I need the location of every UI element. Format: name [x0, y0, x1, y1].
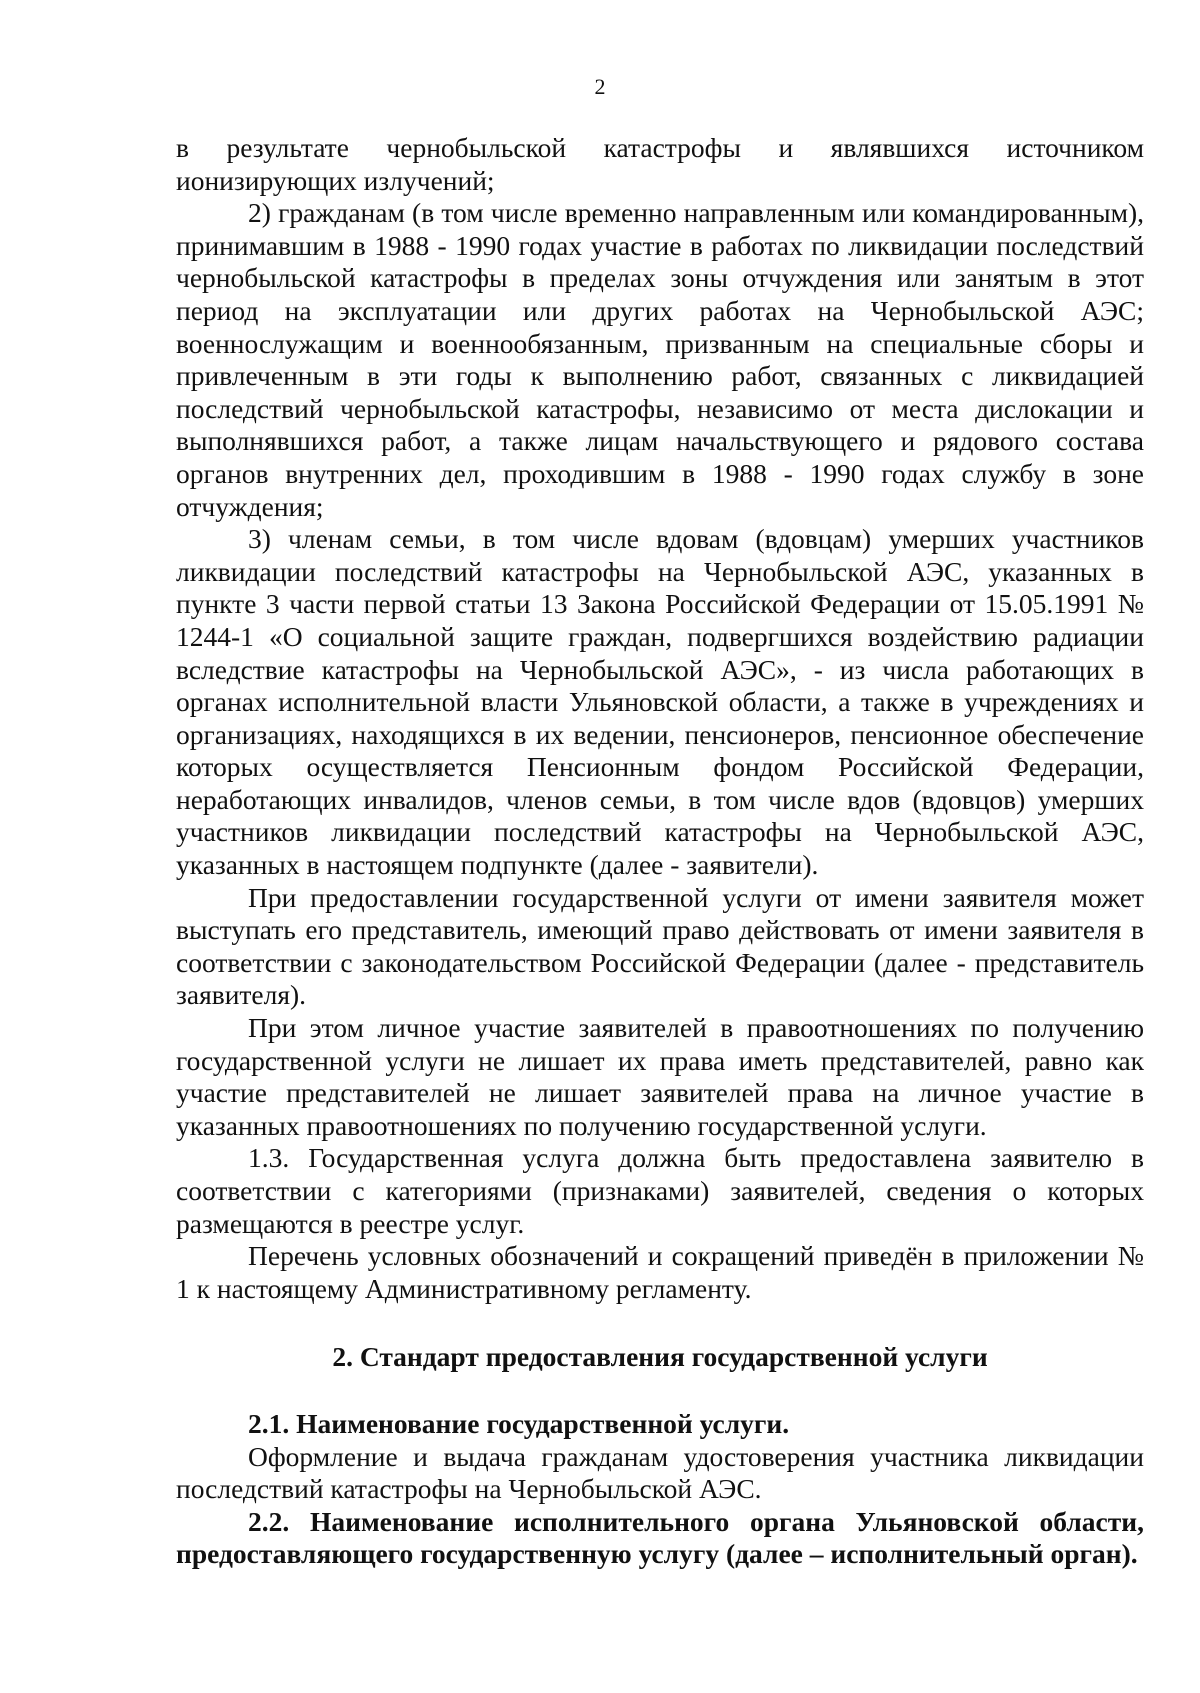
paragraph-item-2: 2) гражданам (в том числе временно направленным или командированным), принимавшим в 1988 - 1990 годах участие в работах по ликвидации последствий чернобыльской катастрофы в пределах зоны отчуждения или занятым в этот период на эксплуатации или других работах на Чернобыльской АЭС; военнослужащим и военнообязанным, призванным на специальные сборы и привлеченным в эти годы к выполнению работ, связанных с ликвидацией последствий чернобыльской катастрофы, независимо от места дислокации и выполнявшихся работ, а также лицам начальствующего и рядового состава органов внутренних дел, проходившим в 1988 - 1990 годах службу в зоне отчуждения;	[176, 197, 1144, 522]
section-2-1-text: Оформление и выдача гражданам удостоверения участника ликвидации последствий катастрофы на Чернобыльской АЭС.	[176, 1440, 1144, 1505]
paragraph-continuation: в результате чернобыльской катастрофы и являвшихся источником ионизирующих излучений;	[176, 132, 1144, 196]
page-number: 2	[594, 74, 606, 99]
section-2-1-heading: 2.1. Наименование государственной услуги.	[248, 1407, 790, 1439]
paragraph-representative: При предоставлении государственной услуги от имени заявителя может выступать его представитель, имеющий право действовать от имени заявителя в соответствии с законодательством Российской Федерации (далее - представитель заявителя).	[176, 881, 1144, 1011]
paragraph-item-3: 3) членам семьи, в том числе вдовам (вдовцам) умерших участников ликвидации последствий катастрофы на Чернобыльской АЭС, указанных в пункте 3 части первой статьи 13 Закона Российской Федерации от 15.05.1991 № 1244-1 «О социальной защите граждан, подвергшихся воздействию радиации вследствие катастрофы на Чернобыльской АЭС», - из числа работающих в органах исполнительной власти Ульяновской области, а также в учреждениях и организациях, находящихся в их ведении, пенсионеров, пенсионное обеспечение которых осуществляется Пенсионным фондом Российской Федерации, неработающих инвалидов, членов семьи, в том числе вдов (вдовцов) умерших участников ликвидации последствий катастрофы на Чернобыльской АЭС, указанных в настоящем подпункте (далее - заявители).	[176, 523, 1144, 881]
document-body	[176, 132, 1144, 1571]
paragraph-abbreviations: Перечень условных обозначений и сокращений приведён в приложении № 1 к настоящему Административному регламенту.	[176, 1240, 1144, 1304]
paragraph-1-3: 1.3. Государственная услуга должна быть предоставлена заявителю в соответствии с категориями (признаками) заявителей, сведения о которых размещаются в реестре услуг.	[176, 1142, 1144, 1239]
section-2-2-heading: 2.2. Наименование исполнительного органа Ульяновской области, предоставляющего государственную услугу (далее – исполнительный орган).	[176, 1505, 1144, 1570]
section-2-heading: 2. Стандарт предоставления государственной услуги	[332, 1341, 988, 1373]
paragraph-personal-participation: При этом личное участие заявителей в правоотношениях по получению государственной услуги не лишает их права иметь представителей, равно как участие представителей не лишает заявителей права на личное участие в указанных правоотношениях по получению государственной услуги.	[176, 1012, 1144, 1141]
